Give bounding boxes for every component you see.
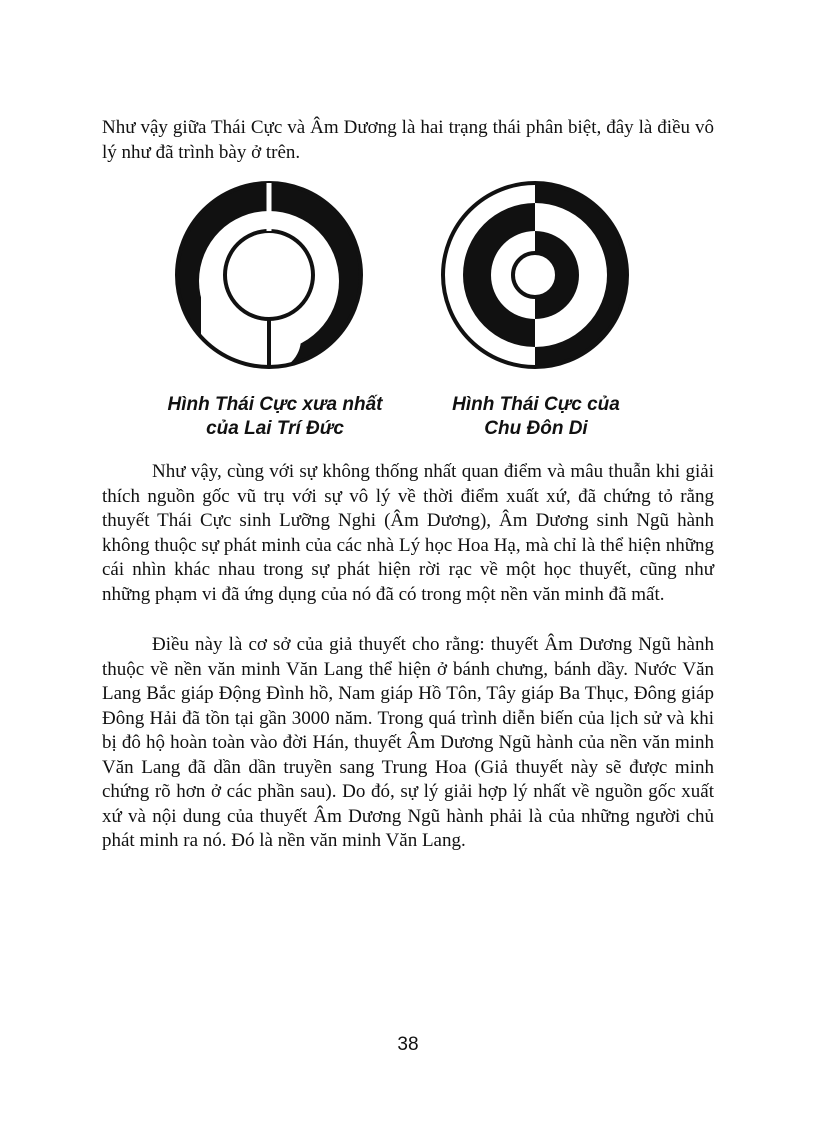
page-number: 38 [397, 1034, 419, 1055]
caption-line: Chu Đôn Di [484, 418, 588, 439]
caption-line: Hình Thái Cực của [452, 394, 620, 415]
figure-caption-lai-tri-duc [140, 393, 410, 441]
caption-line: Hình Thái Cực xưa nhất [167, 394, 383, 415]
body-paragraph: Điều này là cơ sở của giả thuyết cho rằng: thuyết Âm Dương Ngũ hành thuộc về nền văn minh Văn Lang thể hiện ở bánh chưng, bánh dầy. Nước Văn Lang Bắc giáp Động Đình hồ, Nam giáp Hồ Tôn, Tây giáp Ba Thục, Đông giáp Đông Hải đã tồn tại gần 3000 năm. Trong quá trình diễn biến của lịch sử và khi bị đô hộ hoàn toàn vào đời Hán, thuyết Âm Dương Ngũ hành của nền văn minh Văn Lang đã dần dần truyền sang Trung Hoa (Giả thuyết này sẽ được minh chứng rõ hơn ở các phần sau). Do đó, sự lý giải hợp lý nhất về nguồn gốc xuất xứ và nội dung của thuyết Âm Dương Ngũ hành phải là của những người chủ phát minh ra nó. Đó là nền văn minh Văn Lang. [102, 634, 714, 851]
thai-cuc-lai-tri-duc-figure [167, 181, 371, 371]
figure-caption-chu-don-di [401, 393, 671, 441]
thai-cuc-chu-don-di-figure [431, 181, 639, 371]
intro-paragraph: Như vậy giữa Thái Cực và Âm Dương là hai trạng thái phân biệt, đây là điều vô lý như đã trình bày ở trên. [102, 117, 714, 163]
body-paragraph: Như vậy, cùng với sự không thống nhất quan điểm và mâu thuẫn khi giải thích nguồn gốc vũ trụ với sự vô lý về thời điểm xuất xứ, đã chứng tỏ rằng thuyết Thái Cực sinh Lưỡng Nghi (Âm Dương), Âm Dương sinh Ngũ hành không thuộc sự phát minh của các nhà Lý học Hoa Hạ, mà chỉ là thể hiện những cái nhìn khác nhau trong sự phát hiện rời rạc về một học thuyết, cũng như những phạm vi đã ứng dụng của nó đã có trong một nền văn minh đã mất. [102, 461, 714, 605]
caption-line: của Lai Trí Đức [206, 418, 344, 439]
